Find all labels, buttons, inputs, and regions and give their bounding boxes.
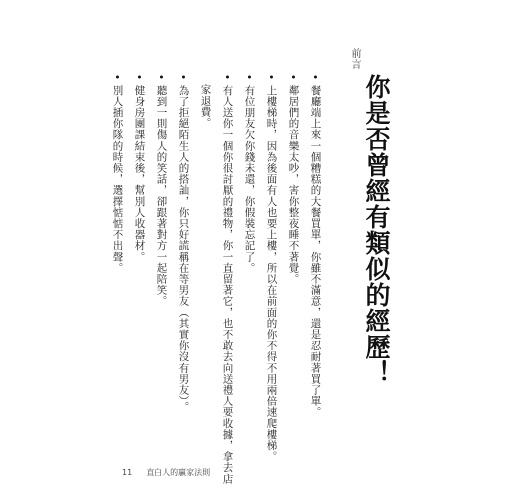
- list-item-text: 有位朋友欠你錢未還，你假裝忘記了。: [243, 84, 256, 274]
- list-item-text: 餐廳端上來一個糟糕的大餐買單，你雖不滿意，還是忍耐著買了單。: [309, 84, 322, 418]
- bullet-icon: •: [265, 72, 278, 85]
- section-label: 前言: [349, 48, 360, 70]
- running-title: 直白人的贏家法則: [146, 468, 211, 477]
- list-item: [156, 72, 167, 307]
- bullet-icon: •: [177, 72, 190, 85]
- list-item: [222, 72, 233, 484]
- list-item: [266, 72, 277, 462]
- bullet-icon: •: [133, 72, 146, 85]
- list-item-text: 家退費。: [199, 84, 212, 129]
- list-item-text: 鄰居們的音樂太吵，害你整夜睡不著覺。: [287, 84, 300, 285]
- list-item: [288, 72, 299, 284]
- page-title: 你是否曾經有類似的經歷！: [362, 74, 391, 386]
- bullet-icon: •: [221, 72, 234, 85]
- list-item-text: 健身房團課結束後，幫別人收器材。: [133, 84, 146, 263]
- list-item-text: 上樓梯時，因為後面有人也要上樓，所以在前面的你不得不用兩倍速爬樓梯。: [265, 84, 278, 463]
- list-item-text: 聽到一則傷人的笑話，卻跟著對方一起陪笑。: [155, 84, 168, 307]
- list-item: [112, 72, 123, 273]
- list-item: [134, 72, 145, 262]
- page-footer: [122, 467, 210, 478]
- bullet-icon: •: [111, 72, 124, 85]
- list-item-continuation: [200, 84, 211, 128]
- list-item-text: 有人送你一個你很討厭的禮物，你一直留著它，也不敢去向送禮人要收據，拿去店: [221, 84, 234, 485]
- page-number: 11: [122, 468, 133, 477]
- list-item-text: 別人插你隊的時候，選擇惦惦不出聲。: [111, 84, 124, 274]
- bullet-icon: •: [287, 72, 300, 85]
- list-item: [310, 72, 321, 418]
- list-item: [244, 72, 255, 273]
- list-item: [178, 72, 189, 412]
- bullet-icon: •: [309, 72, 322, 85]
- bullet-icon: •: [243, 72, 256, 85]
- bullet-icon: •: [155, 72, 168, 85]
- list-item-text: 為了拒絕陌生人的搭訕，你只好謊稱在等男友（其實你沒有男友）。: [177, 84, 190, 413]
